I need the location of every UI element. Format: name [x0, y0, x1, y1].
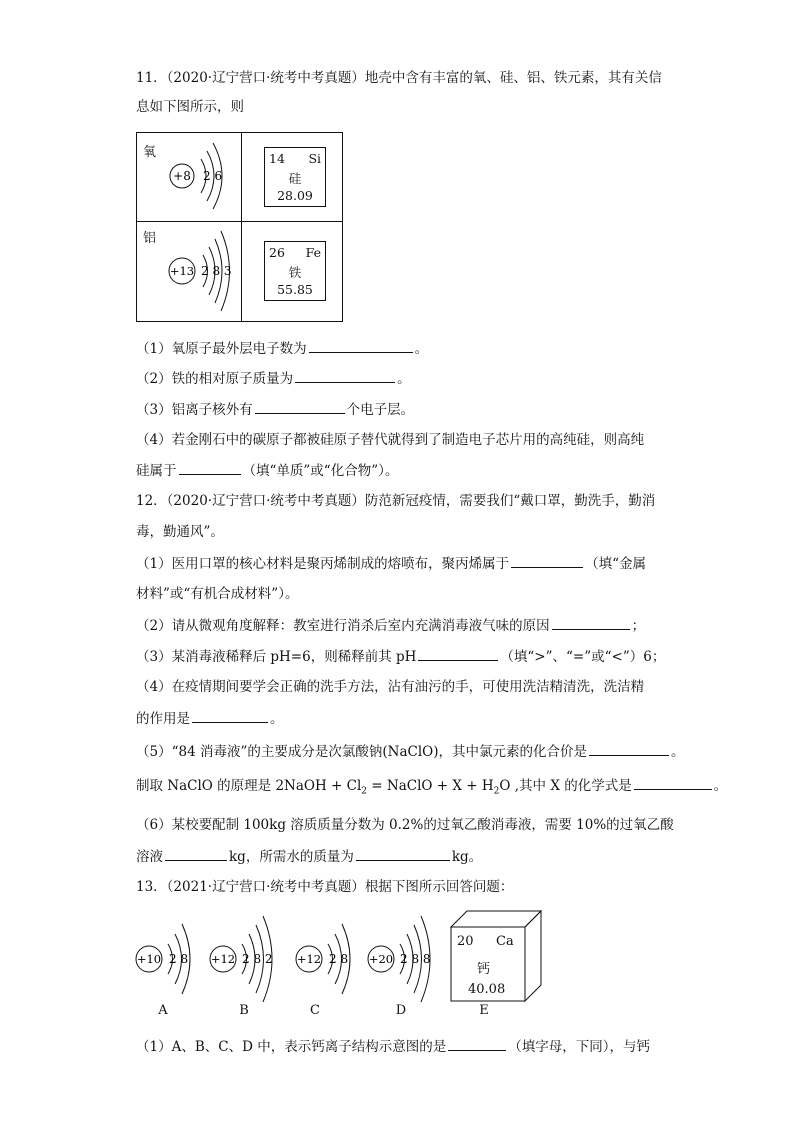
oxygen-nucleus: +8 [173, 169, 191, 183]
svg-text:+12: +12 [210, 952, 236, 966]
q12-part6b: 溶液 kg，所需水的质量为 kg。 [136, 846, 482, 867]
aluminum-nucleus: +13 [169, 264, 195, 278]
svg-text:2 8 8: 2 8 8 [400, 952, 431, 966]
q11-part4a: （4）若金刚石中的碳原子都被硅原子替代就得到了制造电子芯片用的高纯硅，则高纯 [136, 432, 645, 448]
q12-stem-line1: 12．（2020·辽宁营口·统考中考真题）防范新冠疫情，需要我们“戴口罩，勤洗手，勤消 [136, 493, 656, 509]
iron-name: 铁 [288, 265, 302, 280]
atom-diagram-b [206, 912, 288, 1008]
q12-part1b: 材料”或“有机合成材料”）。 [136, 586, 299, 602]
q11-stem-line1: 11．（2020·辽宁营口·统考中考真题）地壳中含有丰富的氧、硅、铝、铁元素，其有关信 [136, 70, 662, 86]
q13-stem: 13．（2021·辽宁营口·统考中考真题）根据下图所示回答问题： [136, 879, 514, 895]
diagram-label-e: E [479, 1003, 489, 1018]
silicon-name: 硅 [288, 171, 302, 186]
diagram-label-d: D [395, 1003, 407, 1018]
answer-blank[interactable] [589, 741, 669, 756]
q11-stem-line2: 息如下图所示，则 [136, 99, 244, 115]
q13-part1: （1）A、B、C、D 中，表示钙离子结构示意图的是 （填字母，下同），与钙 [136, 1036, 650, 1057]
diagram-label-c: C [310, 1003, 320, 1018]
atom-diagram-c [292, 918, 362, 1008]
answer-blank[interactable] [179, 460, 241, 475]
silicon-symbol: Si [308, 151, 321, 166]
answer-blank[interactable] [192, 708, 268, 723]
answer-blank[interactable] [165, 846, 227, 861]
atom-diagram-a [132, 918, 202, 1008]
aluminum-shells: 2 8 3 [201, 264, 232, 278]
q12-part3: （3）某消毒液稀释后 pH=6，则稀释前其 pH （填“>”、“=”或“<”）6； [136, 646, 665, 667]
silicon-element-card [264, 147, 326, 207]
q11-part2: （2）铁的相对原子质量为 。 [136, 368, 411, 389]
svg-text:2 8: 2 8 [169, 952, 189, 966]
q12-part6a: （6）某校要配制 100kg 溶质质量分数为 0.2%的过氧乙酸消毒液，需要 10%的过氧乙酸 [136, 817, 674, 833]
oxygen-label: 氧 [143, 145, 157, 160]
diagram-label-a: A [158, 1003, 168, 1018]
q12-part5b: 制取 NaClO 的原理是 2NaOH + $Cl_2$ = NaClO + $X + H_2O$ ,其中 X 的化学式是 。 [136, 775, 727, 802]
q12-part4a: （4）在疫情期间要学会正确的洗手方法，沾有油污的手，可使用洗洁精清洗，洗洁精 [136, 679, 645, 695]
q11-part3: （3）铝离子核外有 个电子层。 [136, 399, 414, 420]
calcium-name: 钙 [477, 962, 491, 977]
iron-number: 26 [269, 245, 285, 260]
answer-blank[interactable] [448, 1036, 506, 1051]
svg-text:2 8 2: 2 8 2 [242, 952, 273, 966]
answer-blank[interactable] [634, 775, 712, 790]
aluminum-label: 铝 [143, 231, 157, 246]
calcium-mass: 40.08 [468, 982, 506, 997]
answer-blank[interactable] [511, 553, 583, 568]
q12-part4b: 的作用是 。 [136, 708, 284, 729]
q12-part2: （2）请从微观角度解释：教室进行消杀后室内充满消毒液气味的原因 ； [136, 615, 645, 636]
iron-mass: 55.85 [277, 282, 313, 297]
q11-part1: （1）氧原子最外层电子数为 。 [136, 338, 428, 359]
calcium-symbol: Ca [496, 934, 514, 949]
answer-blank[interactable] [418, 646, 498, 661]
oxygen-shells: 2 6 [203, 169, 223, 183]
aluminum-atom-diagram [165, 221, 241, 321]
diagram-label-b: B [239, 1003, 249, 1018]
answer-blank[interactable] [295, 368, 395, 383]
q11-part4b: 硅属于 （填“单质”或“化合物”）。 [136, 460, 398, 481]
answer-blank[interactable] [356, 846, 450, 861]
atom-diagram-d [364, 912, 446, 1008]
silicon-number: 14 [269, 151, 285, 166]
q12-part5a: （5）“84 消毒液”的主要成分是次氯酸钠(NaClO)，其中氯元素的化合价是 。 [136, 741, 684, 762]
answer-blank[interactable] [552, 615, 630, 630]
iron-element-card [264, 241, 326, 301]
svg-text:+10: +10 [136, 952, 162, 966]
svg-text:2 8: 2 8 [329, 952, 349, 966]
answer-blank[interactable] [309, 338, 413, 353]
q12-part1a: （1）医用口罩的核心材料是聚丙烯制成的熔喷布，聚丙烯属于 （填“金属 [136, 553, 646, 574]
element-info-table [136, 132, 343, 322]
oxygen-atom-diagram [167, 133, 241, 221]
calcium-number: 20 [457, 934, 474, 949]
silicon-mass: 28.09 [277, 188, 313, 203]
svg-text:+20: +20 [368, 952, 394, 966]
svg-text:+12: +12 [296, 952, 322, 966]
answer-blank[interactable] [255, 399, 345, 414]
q12-stem-line2: 毒，勤通风”。 [136, 524, 224, 540]
iron-symbol: Fe [305, 245, 321, 260]
